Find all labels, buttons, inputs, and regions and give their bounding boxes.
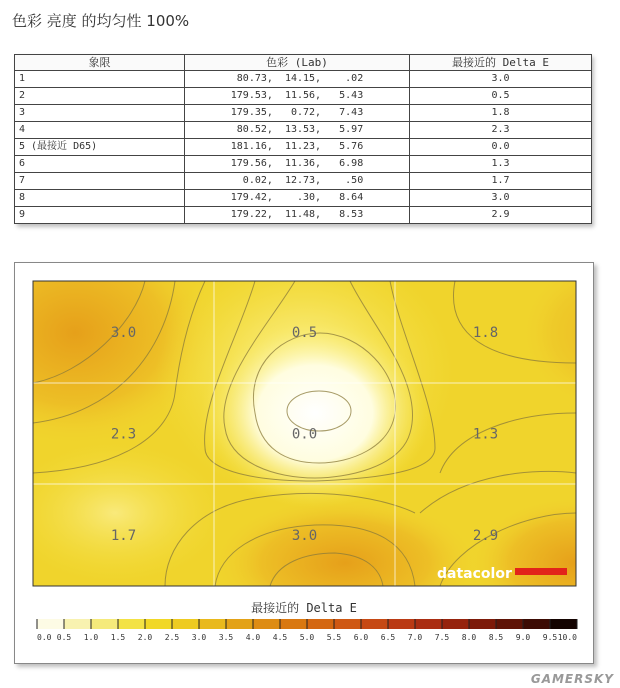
cell-value-label: 1.7 [110, 528, 137, 545]
colorbar-tick-label: 5.5 [326, 633, 342, 642]
colorbar-tick-label: 8.0 [461, 633, 477, 642]
colorbar-segment [64, 619, 92, 629]
cell-delta-e: 0.0 [410, 139, 592, 156]
cell-lab: 179.22, 11.48, 8.53 [185, 207, 410, 224]
colorbar-tick-label: 7.5 [434, 633, 450, 642]
table-row [15, 190, 592, 207]
colorbar-tick-label: 8.5 [488, 633, 504, 642]
colorbar-tick-label: 3.0 [191, 633, 207, 642]
colorbar-ticks [37, 619, 577, 642]
colorbar-segment [442, 619, 470, 629]
colorbar-segment [199, 619, 227, 629]
table-row [15, 156, 592, 173]
header-quadrant: 象限 [15, 55, 185, 71]
table-row [15, 139, 592, 156]
colorbar-segment [388, 619, 416, 629]
colorbar-tick-label: 10.0 [557, 633, 577, 642]
quadrant-table [14, 54, 591, 224]
cell-lab: 80.73, 14.15, .02 [185, 71, 410, 88]
colorbar-tick-label: 3.5 [218, 633, 234, 642]
cell-lab: 179.56, 11.36, 6.98 [185, 156, 410, 173]
cell-value-label: 0.5 [291, 324, 318, 341]
colorbar-tick-label: 5.0 [299, 633, 315, 642]
header-delta-e: 最接近的 Delta E [410, 55, 592, 71]
colorbar-tick-label: 4.0 [245, 633, 261, 642]
colorbar-segment [280, 619, 308, 629]
cell-lab: 80.52, 13.53, 5.97 [185, 122, 410, 139]
colorbar-segment [172, 619, 200, 629]
cell-value-label: 3.0 [110, 324, 137, 341]
cell-quadrant: 2 [15, 88, 185, 105]
colorbar-tick-label: 4.5 [272, 633, 288, 642]
colorbar-segment [550, 619, 578, 629]
colorbar-tick-label: 9.0 [515, 633, 531, 642]
cell-lab: 181.16, 11.23, 5.76 [185, 139, 410, 156]
colorbar-segment [469, 619, 497, 629]
table-row [15, 122, 592, 139]
datacolor-logo-bar [515, 568, 567, 575]
cell-value-label: 1.8 [472, 324, 499, 341]
table-row [15, 105, 592, 122]
colorbar-tick-label: 6.5 [380, 633, 396, 642]
cell-delta-e: 1.7 [410, 173, 592, 190]
cell-value-label: 1.3 [472, 426, 499, 443]
colorbar-tick-label: 7.0 [407, 633, 423, 642]
table-row [15, 71, 592, 88]
colorbar-segment [361, 619, 389, 629]
cell-lab: 179.53, 11.56, 5.43 [185, 88, 410, 105]
cell-quadrant: 9 [15, 207, 185, 224]
cell-value-label: 2.3 [110, 426, 137, 443]
cell-quadrant: 7 [15, 173, 185, 190]
datacolor-logo-text: datacolor [437, 566, 512, 582]
cell-quadrant: 1 [15, 71, 185, 88]
header-color-lab: 色彩 (Lab) [185, 55, 410, 71]
table-row [15, 88, 592, 105]
colorbar-tick-label: 2.5 [164, 633, 180, 642]
colorbar-segment [415, 619, 443, 629]
cell-lab: 0.02, 12.73, .50 [185, 173, 410, 190]
cell-value-label: 0.0 [291, 426, 318, 443]
colorbar-segment [226, 619, 254, 629]
cell-value-label: 2.9 [472, 528, 499, 545]
table-row [15, 173, 592, 190]
cell-quadrant: 8 [15, 190, 185, 207]
colorbar-segment [334, 619, 362, 629]
cell-delta-e: 2.9 [410, 207, 592, 224]
colorbar-tick-label: 6.0 [353, 633, 369, 642]
colorbar-tick-label: 2.0 [137, 633, 153, 642]
cell-value-label: 3.0 [291, 528, 318, 545]
colorbar-tick-label: 1.5 [110, 633, 126, 642]
cell-lab: 179.42, .30, 8.64 [185, 190, 410, 207]
watermark: GAMERSKY [530, 672, 614, 686]
table-header-row [15, 55, 592, 71]
cell-quadrant: 5 (最接近 D65) [15, 139, 185, 156]
table-row [15, 207, 592, 224]
cell-delta-e: 0.5 [410, 88, 592, 105]
uniformity-heatmap-svg [15, 263, 593, 663]
cell-delta-e: 1.3 [410, 156, 592, 173]
colorbar-tick-label: 0.0 [37, 633, 52, 642]
colorbar-segment [118, 619, 146, 629]
colorbar-tick-label: 9.5 [542, 633, 558, 642]
colorbar-tick-label: 0.5 [56, 633, 72, 642]
uniformity-heatmap-panel [14, 262, 594, 664]
colorbar-segment [91, 619, 119, 629]
cell-quadrant: 6 [15, 156, 185, 173]
colorbar-segment [496, 619, 524, 629]
cell-delta-e: 3.0 [410, 71, 592, 88]
cell-quadrant: 4 [15, 122, 185, 139]
light-zone-bottom-left [15, 443, 225, 583]
cell-quadrant: 3 [15, 105, 185, 122]
colorbar-title: 最接近的 Delta E [251, 601, 357, 615]
cell-lab: 179.35, 0.72, 7.43 [185, 105, 410, 122]
colorbar-segment [523, 619, 551, 629]
colorbar-segment [253, 619, 281, 629]
cell-delta-e: 2.3 [410, 122, 592, 139]
colorbar-segment [145, 619, 173, 629]
colorbar-segment [37, 619, 65, 629]
colorbar-segment [307, 619, 335, 629]
colorbar-tick-label: 1.0 [83, 633, 99, 642]
page-title: 色彩 亮度 的均匀性 100% [12, 12, 190, 30]
cell-delta-e: 1.8 [410, 105, 592, 122]
cell-delta-e: 3.0 [410, 190, 592, 207]
